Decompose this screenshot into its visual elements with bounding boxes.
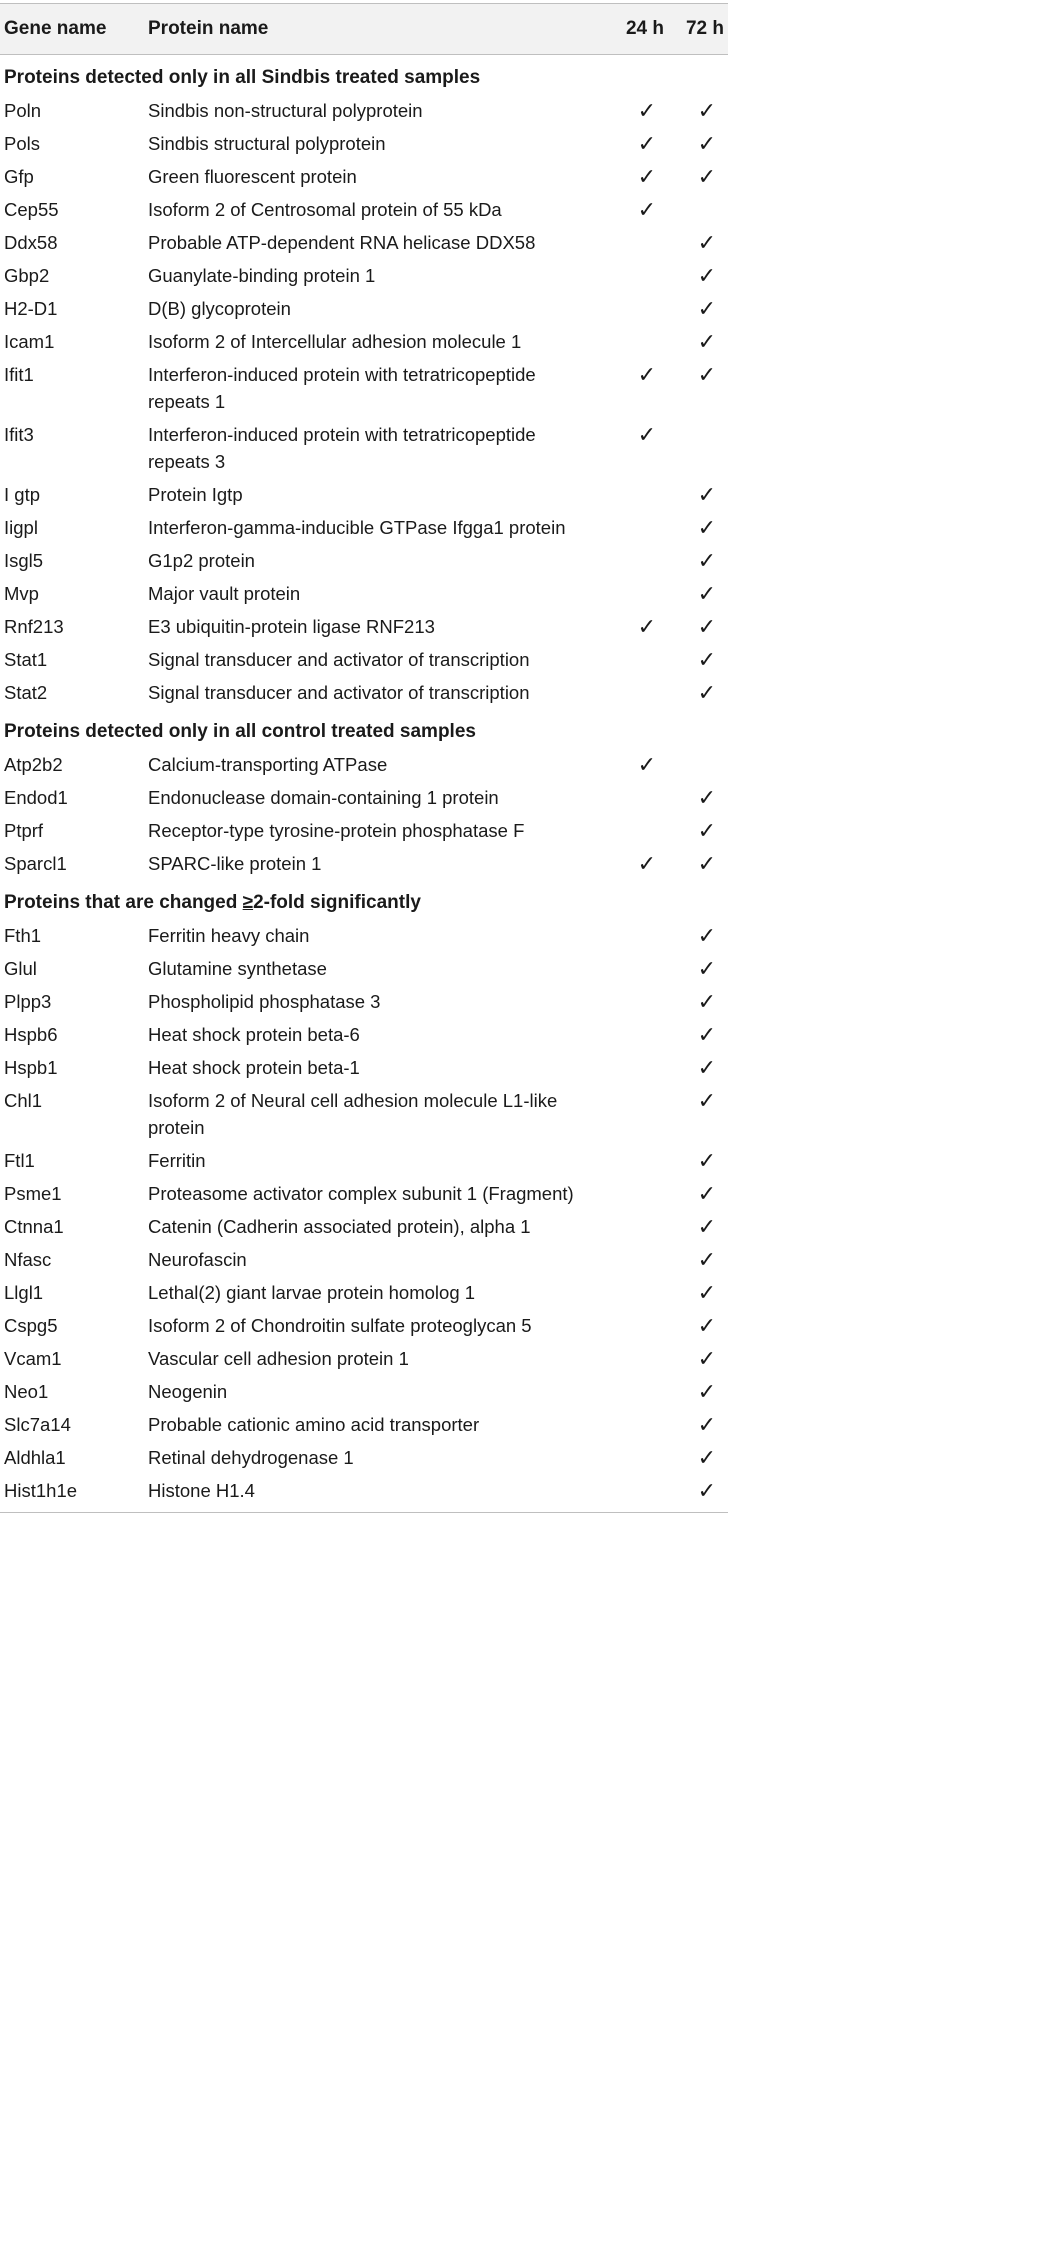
check-24h-cell — [588, 847, 668, 880]
check-72h-cell — [668, 325, 728, 358]
gene-name-cell: Glul — [4, 958, 37, 979]
table-row — [0, 748, 728, 781]
check-72h-cell — [668, 127, 728, 160]
check-72h-cell — [668, 418, 728, 478]
protein-name-cell: Interferon-induced protein with tetratricopeptide repeats 1 — [148, 364, 536, 412]
checkmark-icon: ✓ — [697, 1280, 716, 1305]
checkmark-icon: ✓ — [697, 98, 716, 123]
gene-name-cell: Cep55 — [4, 199, 59, 220]
protein-name-cell: Guanylate-binding protein 1 — [148, 265, 376, 286]
checkmark-icon: ✓ — [697, 956, 716, 981]
protein-name-cell: SPARC-like protein 1 — [148, 853, 322, 874]
check-72h-cell — [668, 160, 728, 193]
check-72h-cell — [668, 781, 728, 814]
check-24h-cell — [588, 358, 668, 418]
check-24h-cell — [588, 193, 668, 226]
check-72h-cell — [668, 1018, 728, 1051]
protein-name-cell: Isoform 2 of Intercellular adhesion molecule 1 — [148, 331, 522, 352]
check-72h-cell — [668, 1474, 728, 1513]
check-24h-cell — [588, 94, 668, 127]
checkmark-icon: ✓ — [697, 1445, 716, 1470]
section-title-symbol: ≥ — [242, 892, 254, 913]
table-body — [0, 55, 728, 1513]
protein-name-cell: Retinal dehydrogenase 1 — [148, 1447, 354, 1468]
check-72h-cell — [668, 577, 728, 610]
checkmark-icon: ✓ — [697, 1379, 716, 1404]
check-72h-cell — [668, 358, 728, 418]
protein-name-cell: Ferritin heavy chain — [148, 925, 310, 946]
table-row — [0, 1210, 728, 1243]
protein-name-cell: Probable ATP-dependent RNA helicase DDX58 — [148, 232, 536, 253]
check-72h-cell — [668, 259, 728, 292]
checkmark-icon: ✓ — [697, 1214, 716, 1239]
table-row — [0, 160, 728, 193]
gene-name-cell: Mvp — [4, 583, 39, 604]
protein-name-cell: Catenin (Cadherin associated protein), alpha 1 — [148, 1216, 531, 1237]
check-72h-cell — [668, 292, 728, 325]
checkmark-icon: ✓ — [697, 1022, 716, 1047]
gene-name-cell: Psme1 — [4, 1183, 62, 1204]
table-row — [0, 1441, 728, 1474]
check-24h-cell — [588, 478, 668, 511]
gene-name-cell: Llgl1 — [4, 1282, 44, 1303]
header-protein-name: Protein name — [148, 18, 269, 39]
check-72h-cell — [668, 643, 728, 676]
protein-name-cell: Ferritin — [148, 1150, 206, 1171]
gene-name-cell: Vcam1 — [4, 1348, 62, 1369]
protein-name-cell: Isoform 2 of Neural cell adhesion molecule L1-like protein — [148, 1090, 558, 1138]
check-24h-cell — [588, 418, 668, 478]
checkmark-icon: ✓ — [697, 614, 716, 639]
check-24h-cell — [588, 748, 668, 781]
checkmark-icon: ✓ — [697, 785, 716, 810]
protein-name-cell: Interferon-induced protein with tetratricopeptide repeats 3 — [148, 424, 536, 472]
checkmark-icon: ✓ — [697, 647, 716, 672]
protein-name-cell: Sindbis structural polyprotein — [148, 133, 386, 154]
protein-name-cell: E3 ubiquitin-protein ligase RNF213 — [148, 616, 435, 637]
table-row — [0, 325, 728, 358]
table-row — [0, 478, 728, 511]
table-header-row — [0, 4, 728, 55]
checkmark-icon: ✓ — [697, 296, 716, 321]
check-24h-cell — [588, 1375, 668, 1408]
checkmark-icon: ✓ — [697, 1478, 716, 1503]
table-row — [0, 226, 728, 259]
table-row — [0, 1375, 728, 1408]
check-72h-cell — [668, 1441, 728, 1474]
gene-name-cell: Hist1h1e — [4, 1480, 78, 1501]
table-row — [0, 676, 728, 709]
check-72h-cell — [668, 1210, 728, 1243]
gene-name-cell: Hspb1 — [4, 1057, 58, 1078]
check-24h-cell — [588, 1018, 668, 1051]
check-72h-cell — [668, 847, 728, 880]
table-row — [0, 1051, 728, 1084]
checkmark-icon: ✓ — [637, 422, 656, 447]
gene-name-cell: Icam1 — [4, 331, 55, 352]
protein-name-cell: Calcium-transporting ATPase — [148, 754, 388, 775]
check-24h-cell — [588, 259, 668, 292]
protein-name-cell: Signal transducer and activator of transcription — [148, 649, 530, 670]
table-row — [0, 847, 728, 880]
check-72h-cell — [668, 193, 728, 226]
check-72h-cell — [668, 1051, 728, 1084]
table-row — [0, 952, 728, 985]
checkmark-icon: ✓ — [697, 1055, 716, 1080]
section-title-part: 2-fold significantly — [253, 892, 421, 913]
protein-name-cell: Major vault protein — [148, 583, 301, 604]
check-24h-cell — [588, 1243, 668, 1276]
gene-name-cell: Rnf213 — [4, 616, 64, 637]
checkmark-icon: ✓ — [697, 230, 716, 255]
protein-name-cell: Vascular cell adhesion protein 1 — [148, 1348, 409, 1369]
protein-name-cell: Heat shock protein beta-6 — [148, 1024, 360, 1045]
checkmark-icon: ✓ — [697, 923, 716, 948]
checkmark-icon: ✓ — [697, 1181, 716, 1206]
section-header-row — [0, 880, 728, 919]
check-24h-cell — [588, 160, 668, 193]
check-24h-cell — [588, 1051, 668, 1084]
check-24h-cell — [588, 1084, 668, 1144]
header-gene-name: Gene name — [4, 18, 107, 39]
check-72h-cell — [668, 94, 728, 127]
check-24h-cell — [588, 127, 668, 160]
protein-name-cell: Histone H1.4 — [148, 1480, 255, 1501]
protein-name-cell: Probable cationic amino acid transporter — [148, 1414, 480, 1435]
table-row — [0, 643, 728, 676]
checkmark-icon: ✓ — [637, 851, 656, 876]
checkmark-icon: ✓ — [637, 131, 656, 156]
table-row — [0, 1408, 728, 1441]
check-24h-cell — [588, 1408, 668, 1441]
check-24h-cell — [588, 292, 668, 325]
checkmark-icon: ✓ — [697, 1148, 716, 1173]
table-row — [0, 814, 728, 847]
gene-name-cell: Aldhla1 — [4, 1447, 66, 1468]
section-header-row — [0, 709, 728, 748]
protein-name-cell: D(B) glycoprotein — [148, 298, 291, 319]
table-row — [0, 1474, 728, 1513]
check-72h-cell — [668, 511, 728, 544]
checkmark-icon: ✓ — [697, 581, 716, 606]
check-24h-cell — [588, 919, 668, 952]
check-24h-cell — [588, 1474, 668, 1513]
section-title: Proteins detected only in all control treated samples — [4, 721, 476, 742]
header-24h: 24 h — [625, 18, 664, 39]
protein-name-cell: Isoform 2 of Centrosomal protein of 55 kDa — [148, 199, 502, 220]
table-row — [0, 1309, 728, 1342]
checkmark-icon: ✓ — [697, 680, 716, 705]
table-row — [0, 610, 728, 643]
checkmark-icon: ✓ — [697, 482, 716, 507]
checkmark-icon: ✓ — [697, 818, 716, 843]
table-row — [0, 781, 728, 814]
check-24h-cell — [588, 643, 668, 676]
gene-name-cell: Plpp3 — [4, 991, 52, 1012]
protein-name-cell: G1p2 protein — [148, 550, 255, 571]
check-24h-cell — [588, 1210, 668, 1243]
check-72h-cell — [668, 1342, 728, 1375]
table-row — [0, 1177, 728, 1210]
check-72h-cell — [668, 226, 728, 259]
checkmark-icon: ✓ — [697, 1313, 716, 1338]
check-24h-cell — [588, 1177, 668, 1210]
table-row — [0, 358, 728, 418]
checkmark-icon: ✓ — [697, 1088, 716, 1113]
protein-name-cell: Glutamine synthetase — [148, 958, 327, 979]
checkmark-icon: ✓ — [697, 1412, 716, 1437]
gene-name-cell: Neo1 — [4, 1381, 49, 1402]
gene-name-cell: Ifit1 — [4, 364, 34, 385]
gene-name-cell: Gfp — [4, 166, 34, 187]
checkmark-icon: ✓ — [697, 329, 716, 354]
check-72h-cell — [668, 748, 728, 781]
check-72h-cell — [668, 1177, 728, 1210]
check-72h-cell — [668, 1309, 728, 1342]
gene-name-cell: Chl1 — [4, 1090, 43, 1111]
check-24h-cell — [588, 610, 668, 643]
gene-name-cell: Hspb6 — [4, 1024, 58, 1045]
protein-name-cell: Phospholipid phosphatase 3 — [148, 991, 381, 1012]
check-24h-cell — [588, 952, 668, 985]
gene-name-cell: Stat2 — [4, 682, 48, 703]
table-row — [0, 1144, 728, 1177]
protein-name-cell: Neurofascin — [148, 1249, 247, 1270]
table-row — [0, 292, 728, 325]
checkmark-icon: ✓ — [697, 989, 716, 1014]
protein-name-cell: Receptor-type tyrosine-protein phosphatase F — [148, 820, 525, 841]
section-title — [0, 880, 728, 919]
gene-name-cell: Ftl1 — [4, 1150, 35, 1171]
check-72h-cell — [668, 814, 728, 847]
checkmark-icon: ✓ — [637, 362, 656, 387]
check-72h-cell — [668, 676, 728, 709]
table-row — [0, 94, 728, 127]
gene-name-cell: Gbp2 — [4, 265, 50, 286]
check-72h-cell — [668, 919, 728, 952]
protein-name-cell: Neogenin — [148, 1381, 228, 1402]
table-row — [0, 1276, 728, 1309]
gene-name-cell: H2-D1 — [4, 298, 58, 319]
checkmark-icon: ✓ — [637, 98, 656, 123]
table-row — [0, 193, 728, 226]
protein-table — [0, 3, 728, 1513]
gene-name-cell: Nfasc — [4, 1249, 52, 1270]
check-24h-cell — [588, 985, 668, 1018]
check-72h-cell — [668, 1243, 728, 1276]
table-row — [0, 1342, 728, 1375]
protein-name-cell: Proteasome activator complex subunit 1 (Fragment) — [148, 1183, 574, 1204]
protein-name-cell: Protein Igtp — [148, 484, 243, 505]
checkmark-icon: ✓ — [697, 362, 716, 387]
gene-name-cell: Sparcl1 — [4, 853, 67, 874]
check-72h-cell — [668, 610, 728, 643]
gene-name-cell: Ddx58 — [4, 232, 58, 253]
protein-name-cell: Endonuclease domain-containing 1 protein — [148, 787, 499, 808]
check-24h-cell — [588, 781, 668, 814]
checkmark-icon: ✓ — [697, 263, 716, 288]
table-row — [0, 1084, 728, 1144]
check-24h-cell — [588, 577, 668, 610]
check-24h-cell — [588, 1276, 668, 1309]
table-row — [0, 127, 728, 160]
checkmark-icon: ✓ — [637, 164, 656, 189]
check-24h-cell — [588, 511, 668, 544]
gene-name-cell: Iigpl — [4, 517, 38, 538]
table-row — [0, 985, 728, 1018]
section-title-part: Proteins that are changed — [4, 892, 243, 913]
checkmark-icon: ✓ — [697, 164, 716, 189]
check-72h-cell — [668, 1276, 728, 1309]
check-72h-cell — [668, 952, 728, 985]
gene-name-cell: Cspg5 — [4, 1315, 58, 1336]
checkmark-icon: ✓ — [697, 131, 716, 156]
gene-name-cell: Stat1 — [4, 649, 48, 670]
protein-name-cell: Lethal(2) giant larvae protein homolog 1 — [148, 1282, 476, 1303]
gene-name-cell: I gtp — [4, 484, 40, 505]
checkmark-icon: ✓ — [697, 1247, 716, 1272]
checkmark-icon: ✓ — [697, 548, 716, 573]
gene-name-cell: Ptprf — [4, 820, 44, 841]
gene-name-cell: Atp2b2 — [4, 754, 63, 775]
protein-name-cell: Interferon-gamma-inducible GTPase Ifgga1 protein — [148, 517, 566, 538]
section-title: Proteins detected only in all Sindbis treated samples — [4, 67, 481, 88]
gene-name-cell: Endod1 — [4, 787, 68, 808]
protein-name-cell: Heat shock protein beta-1 — [148, 1057, 360, 1078]
table-row — [0, 511, 728, 544]
check-72h-cell — [668, 544, 728, 577]
gene-name-cell: Ifit3 — [4, 424, 34, 445]
checkmark-icon: ✓ — [697, 851, 716, 876]
protein-name-cell: Isoform 2 of Chondroitin sulfate proteoglycan 5 — [148, 1315, 532, 1336]
protein-name-cell: Green fluorescent protein — [148, 166, 357, 187]
table-row — [0, 544, 728, 577]
protein-name-cell: Sindbis non-structural polyprotein — [148, 100, 423, 121]
check-72h-cell — [668, 478, 728, 511]
protein-name-cell: Signal transducer and activator of transcription — [148, 682, 530, 703]
check-24h-cell — [588, 814, 668, 847]
checkmark-icon: ✓ — [637, 614, 656, 639]
check-24h-cell — [588, 544, 668, 577]
table-row — [0, 919, 728, 952]
section-header-row — [0, 55, 728, 95]
table-row — [0, 259, 728, 292]
check-24h-cell — [588, 226, 668, 259]
table-row — [0, 1018, 728, 1051]
gene-name-cell: Poln — [4, 100, 42, 121]
check-24h-cell — [588, 1441, 668, 1474]
check-24h-cell — [588, 676, 668, 709]
gene-name-cell: Pols — [4, 133, 40, 154]
table-row — [0, 577, 728, 610]
gene-name-cell: Ctnna1 — [4, 1216, 64, 1237]
checkmark-icon: ✓ — [637, 197, 656, 222]
check-72h-cell — [668, 1084, 728, 1144]
check-24h-cell — [588, 1144, 668, 1177]
header-72h: 72 h — [685, 18, 724, 39]
gene-name-cell: Slc7a14 — [4, 1414, 71, 1435]
gene-name-cell: Isgl5 — [4, 550, 44, 571]
table-row — [0, 418, 728, 478]
checkmark-icon: ✓ — [637, 752, 656, 777]
check-72h-cell — [668, 1144, 728, 1177]
check-72h-cell — [668, 985, 728, 1018]
check-24h-cell — [588, 325, 668, 358]
checkmark-icon: ✓ — [697, 1346, 716, 1371]
check-24h-cell — [588, 1342, 668, 1375]
check-72h-cell — [668, 1408, 728, 1441]
check-24h-cell — [588, 1309, 668, 1342]
check-72h-cell — [668, 1375, 728, 1408]
checkmark-icon: ✓ — [697, 515, 716, 540]
table-row — [0, 1243, 728, 1276]
gene-name-cell: Fth1 — [4, 925, 42, 946]
